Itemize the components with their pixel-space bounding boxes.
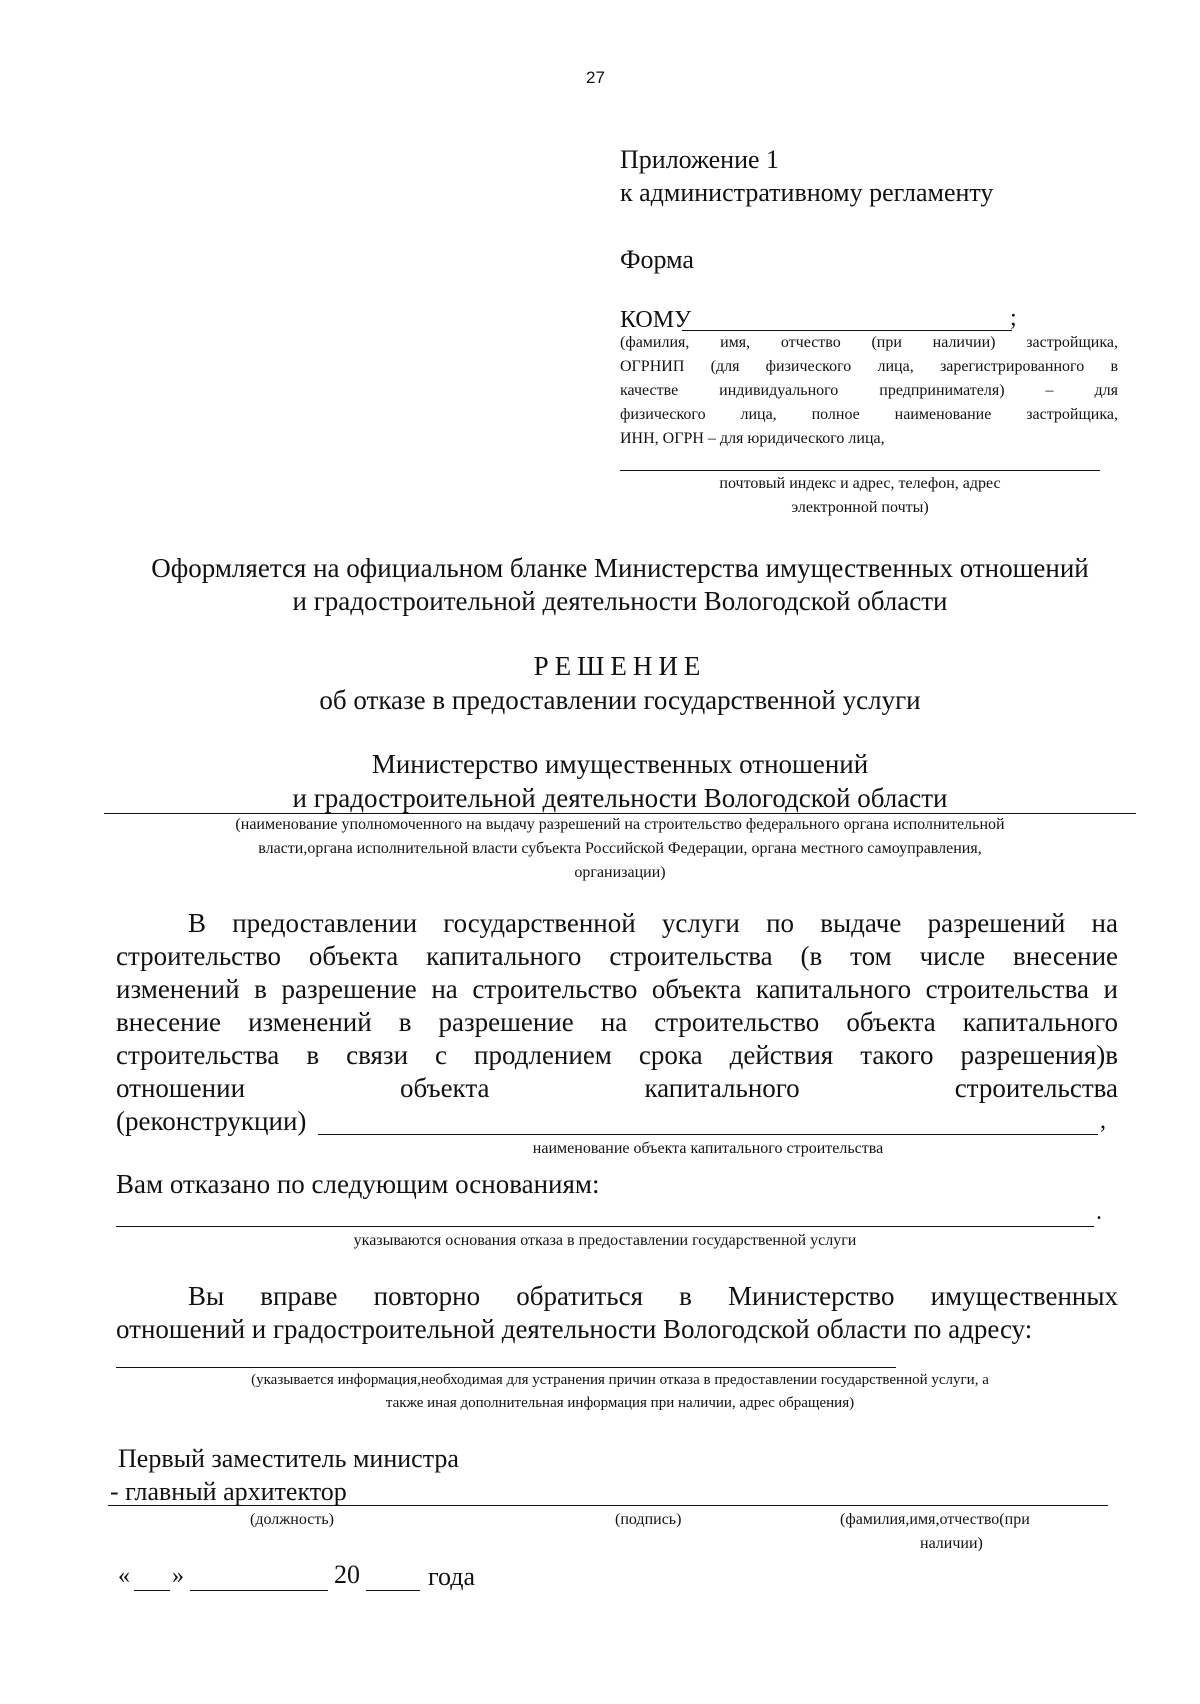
addressee-note-line: (фамилия, имя, отчество (при наличии) застройщика, (620, 334, 1118, 351)
letterhead-note: Оформляется на официальном бланке Министерства имущественных отношений (151, 553, 1089, 583)
full-name-label: (фамилия,имя,отчество(при (840, 1511, 1030, 1528)
appendix-subtitle: к административному регламенту (620, 178, 994, 207)
page-number: 27 (586, 68, 605, 87)
object-fill-line (318, 1134, 1098, 1135)
date-year-line (366, 1590, 420, 1591)
authority-underline (104, 813, 1136, 814)
grounds-fill-line (116, 1226, 1094, 1227)
date-close-quote: » (172, 1563, 184, 1589)
addressee-fill-line (682, 330, 1012, 331)
info-note: (указывается информация,необходимая для устранения причин отказа в предоставлении государственной услуги, а (251, 1372, 989, 1388)
signer-position: Первый заместитель министра (118, 1444, 459, 1473)
grounds-period: . (1096, 1199, 1102, 1225)
full-name-label: наличии) (920, 1535, 983, 1552)
addressee-semicolon: ; (1010, 305, 1017, 331)
body-paragraph-line: строительства в связи с продлением срока действия такого разрешения)в (116, 1040, 1118, 1070)
appendix-title: Приложение 1 (620, 145, 780, 174)
letterhead-note: и градостроительной деятельности Вологодской области (292, 586, 948, 616)
authority-note: (наименование уполномоченного на выдачу разрешений на строительство федерального органа исполнительной (235, 816, 1005, 833)
appeal-paragraph-line: Вы вправе повторно обратиться в Министерство имущественных (188, 1281, 1118, 1311)
appeal-paragraph-line: отношений и градостроительной деятельности Вологодской области по адресу: (116, 1314, 1033, 1344)
date-year-prefix: 20 (334, 1560, 360, 1589)
authority-name: Министерство имущественных отношений (371, 749, 869, 779)
date-month-line (190, 1590, 328, 1591)
postal-note: почтовый индекс и адрес, телефон, адрес (719, 475, 1001, 492)
body-paragraph-line: В предоставлении государственной услуги по выдаче разрешений на (188, 908, 1118, 938)
addressee-note-line: ОГРНИП (для физического лица, зарегистрированного в (620, 358, 1118, 375)
authority-note: организации) (574, 864, 666, 881)
addressee-note-line: физического лица, полное наименование застройщика, (620, 406, 1118, 423)
date-day-line (134, 1590, 170, 1591)
addressee-note-line: ИНН, ОГРН – для юридического лица, (620, 430, 885, 447)
position-label: (должность) (250, 1511, 334, 1528)
address-fill-line (116, 1367, 896, 1368)
refused-statement: Вам отказано по следующим основаниям: (116, 1169, 600, 1199)
object-comma: , (1100, 1108, 1106, 1134)
postal-fill-line (620, 470, 1100, 471)
postal-note: электронной почты) (791, 499, 929, 516)
body-paragraph-line: строительство объекта капитального строительства (в том числе внесение (116, 941, 1118, 971)
signature-line (108, 1505, 1108, 1506)
signer-position: - главный архитектор (110, 1477, 347, 1506)
decision-title: РЕШЕНИЕ (533, 651, 707, 681)
body-paragraph-line: внесение изменений в разрешение на строительство объекта капитального (116, 1007, 1118, 1037)
grounds-caption: указываются основания отказа в предоставлении государственной услуги (353, 1232, 857, 1249)
authority-name: и градостроительной деятельности Вологодской области (292, 783, 948, 813)
decision-subtitle: об отказе в предоставлении государственной услуги (319, 685, 921, 715)
body-paragraph-line: отношении объекта капитального строительства (116, 1073, 1118, 1103)
object-caption: наименование объекта капитального строительства (532, 1140, 884, 1157)
addressee-label: КОМУ (620, 307, 692, 333)
authority-note: власти,органа исполнительной власти субъекта Российской Федерации, органа местного самоуправления, (258, 840, 982, 857)
signature-label: (подпись) (615, 1511, 682, 1528)
form-label: Форма (620, 245, 694, 274)
reconstruction-label: (реконструкции) (116, 1106, 307, 1136)
info-note: также иная дополнительная информация при наличии, адрес обращения) (385, 1395, 855, 1411)
body-paragraph-line: изменений в разрешение на строительство объекта капитального строительства и (116, 974, 1118, 1004)
date-open-quote: « (118, 1563, 130, 1589)
addressee-note-line: качестве индивидуального предпринимателя) – для (620, 382, 1118, 399)
date-year-word: года (428, 1562, 476, 1591)
